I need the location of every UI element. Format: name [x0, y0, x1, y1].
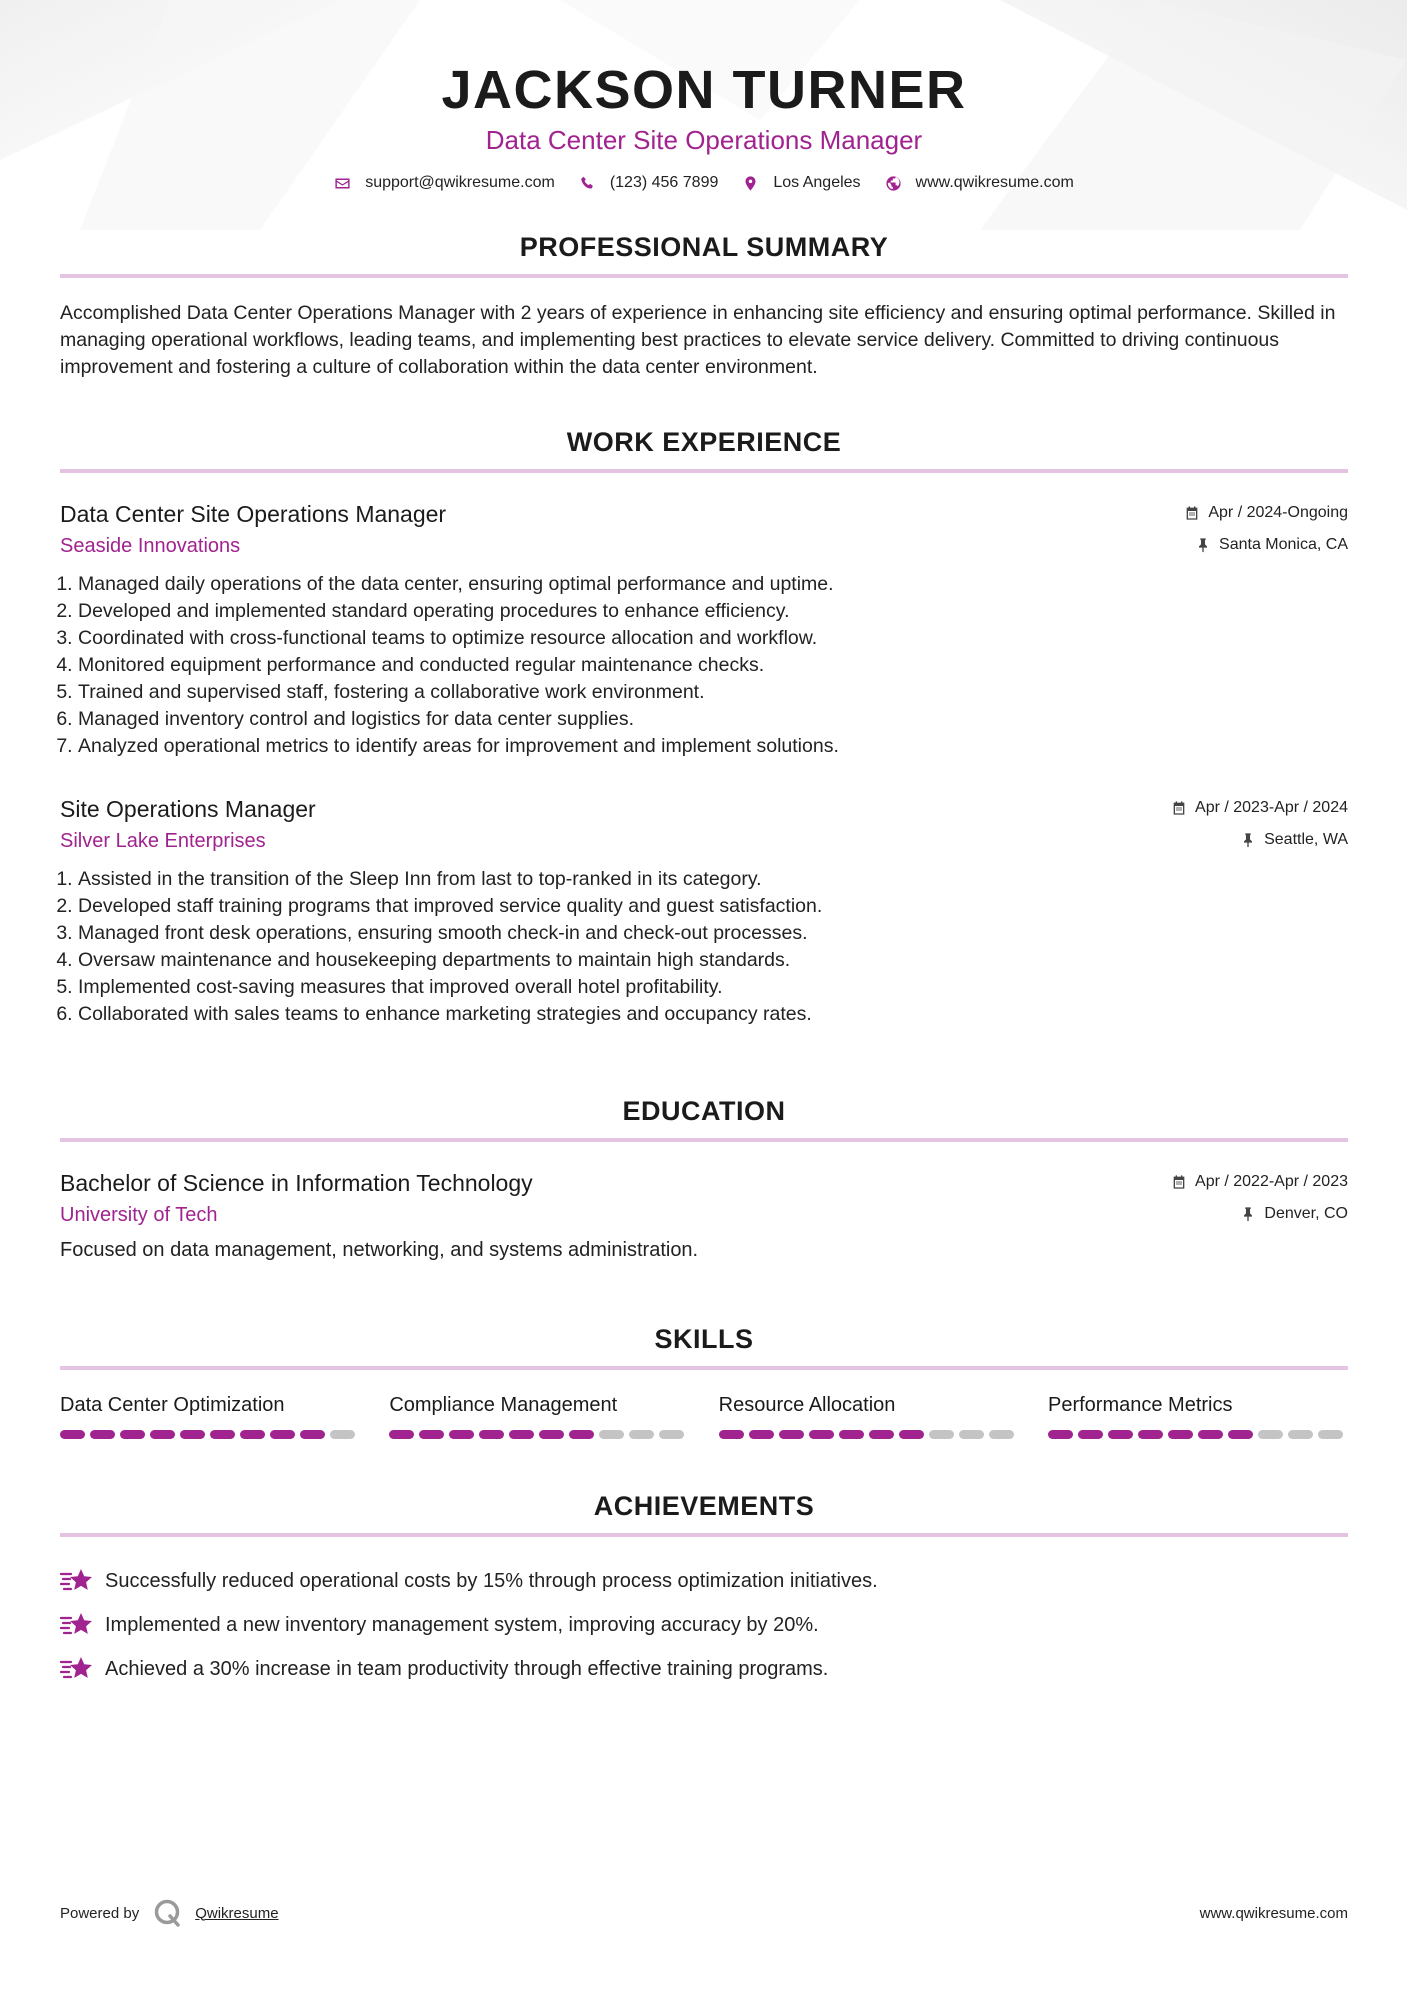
- achievement-item: [60, 1603, 1348, 1647]
- achievements-section: [60, 1489, 1348, 1691]
- skill-dot-empty: [330, 1430, 355, 1439]
- job-role: Site Operations Manager: [60, 796, 316, 822]
- email-text: support@qwikresume.com: [365, 174, 555, 191]
- phone-text: (123) 456 7899: [609, 174, 719, 191]
- map-pin-icon: [742, 175, 759, 192]
- achievements-heading: ACHIEVEMENTS: [593, 1491, 815, 1521]
- skill-dot-empty: [599, 1430, 624, 1439]
- skill-dot-filled: [180, 1430, 205, 1439]
- calendar-icon: [1171, 800, 1187, 816]
- list-item: 4. Oversaw maintenance and housekeeping departments to maintain high standards.: [78, 947, 1348, 974]
- skill-dot-filled: [90, 1430, 115, 1439]
- skill-dot-filled: [779, 1430, 804, 1439]
- experience-heading: WORK EXPERIENCE: [566, 427, 842, 457]
- contact-email[interactable]: [334, 174, 555, 192]
- achievement-text: Achieved a 30% increase in team productivity through effective training programs.: [105, 1657, 829, 1680]
- skill-dot-filled: [1138, 1430, 1163, 1439]
- skill-dot-filled: [389, 1430, 414, 1439]
- education-section: [60, 1094, 1348, 1264]
- job-dates: Apr / 2024-Ongoing: [1208, 504, 1348, 521]
- skill-dot-filled: [509, 1430, 534, 1439]
- education-school: University of Tech: [60, 1204, 218, 1226]
- skill-dot-filled: [1078, 1430, 1103, 1439]
- list-item: 7. Analyzed operational metrics to identify areas for improvement and implement solutions.: [78, 733, 1348, 760]
- skill-rating: [1048, 1430, 1348, 1439]
- list-item: 3. Coordinated with cross-functional teams to optimize resource allocation and workflow.: [78, 625, 1348, 652]
- skill-item: [389, 1392, 689, 1439]
- skill-item: [1048, 1392, 1348, 1439]
- website-text: www.qwikresume.com: [915, 174, 1074, 191]
- list-item: 2. Developed staff training programs that improved service quality and guest satisfaction.: [78, 893, 1348, 920]
- job-bullets: [60, 571, 1348, 760]
- skill-item: [60, 1392, 360, 1439]
- list-item: 1. Managed daily operations of the data center, ensuring optimal performance and uptime.: [78, 571, 1348, 598]
- skill-item: [719, 1392, 1019, 1439]
- list-item: 5. Implemented cost-saving measures that improved overall hotel profitability.: [78, 974, 1348, 1001]
- skill-dot-filled: [1108, 1430, 1133, 1439]
- shooting-star-icon: [60, 1566, 94, 1596]
- skill-rating: [389, 1430, 689, 1439]
- skill-dot-filled: [60, 1430, 85, 1439]
- summary-section: [60, 230, 1348, 381]
- skill-dot-filled: [1048, 1430, 1073, 1439]
- footer-website[interactable]: www.qwikresume.com: [1199, 1904, 1348, 1922]
- skill-dot-empty: [929, 1430, 954, 1439]
- education-heading: EDUCATION: [622, 1096, 786, 1126]
- shooting-star-icon: [60, 1610, 94, 1640]
- job-location: Seattle, WA: [1264, 831, 1348, 848]
- education-dates: Apr / 2022-Apr / 2023: [1195, 1173, 1348, 1190]
- job-entry: [60, 499, 1348, 760]
- calendar-icon: [1171, 1174, 1187, 1190]
- skill-dot-filled: [240, 1430, 265, 1439]
- skill-dot-filled: [1228, 1430, 1253, 1439]
- education-entry: [60, 1168, 1348, 1264]
- powered-by: [60, 1898, 279, 1928]
- skill-dot-filled: [749, 1430, 774, 1439]
- job-role: Data Center Site Operations Manager: [60, 501, 447, 527]
- skill-dot-empty: [659, 1430, 684, 1439]
- skill-name: Compliance Management: [389, 1394, 618, 1416]
- contact-bar: [60, 174, 1348, 192]
- experience-section: [60, 425, 1348, 1028]
- envelope-icon: [334, 175, 351, 192]
- location-text: Los Angeles: [773, 174, 861, 191]
- page-footer: [60, 1898, 1348, 1928]
- phone-icon: [579, 175, 596, 192]
- skill-dot-filled: [120, 1430, 145, 1439]
- list-item: 5. Trained and supervised staff, fostering a collaborative work environment.: [78, 679, 1348, 706]
- skill-dot-empty: [1288, 1430, 1313, 1439]
- list-item: 4. Monitored equipment performance and conducted regular maintenance checks.: [78, 652, 1348, 679]
- pushpin-icon: [1240, 832, 1256, 848]
- job-bullets: [60, 866, 1348, 1028]
- resume-header: [60, 0, 1348, 192]
- calendar-icon: [1184, 505, 1200, 521]
- section-divider: [60, 1366, 1348, 1370]
- section-divider: [60, 274, 1348, 278]
- pushpin-icon: [1195, 537, 1211, 553]
- skill-dot-filled: [719, 1430, 744, 1439]
- qwikresume-logo-icon: [153, 1898, 183, 1928]
- education-location: Denver, CO: [1264, 1205, 1348, 1222]
- skill-dot-filled: [1168, 1430, 1193, 1439]
- skill-dot-empty: [1258, 1430, 1283, 1439]
- section-divider: [60, 469, 1348, 473]
- skill-dot-filled: [300, 1430, 325, 1439]
- shooting-star-icon: [60, 1654, 94, 1684]
- section-divider: [60, 1138, 1348, 1142]
- skill-dot-filled: [569, 1430, 594, 1439]
- candidate-title: Data Center Site Operations Manager: [485, 125, 923, 155]
- achievement-text: Implemented a new inventory management system, improving accuracy by 20%.: [105, 1613, 819, 1636]
- job-company: Silver Lake Enterprises: [60, 830, 266, 852]
- skill-dot-filled: [839, 1430, 864, 1439]
- job-entry: [60, 794, 1348, 1028]
- skill-dot-empty: [989, 1430, 1014, 1439]
- achievements-list: [60, 1559, 1348, 1691]
- contact-website[interactable]: [885, 174, 1074, 192]
- skill-name: Data Center Optimization: [60, 1394, 285, 1416]
- achievement-item: [60, 1647, 1348, 1691]
- skill-dot-filled: [150, 1430, 175, 1439]
- skill-dot-filled: [449, 1430, 474, 1439]
- powered-by-label: Powered by: [60, 1904, 140, 1922]
- education-description: Focused on data management, networking, and systems administration.: [60, 1239, 699, 1261]
- skill-dot-filled: [809, 1430, 834, 1439]
- summary-text: Accomplished Data Center Operations Manager with 2 years of experience in enhancing site efficiency and ensuring optimal performance. Skilled in managing operational workflows, leading teams, and implementing best practices to elevate service delivery. Committed to driving continuous improvement and fostering a culture of collaboration within the data center environment.: [60, 302, 1336, 378]
- job-location: Santa Monica, CA: [1219, 536, 1348, 553]
- summary-heading: PROFESSIONAL SUMMARY: [519, 232, 889, 262]
- skill-dot-empty: [1318, 1430, 1343, 1439]
- job-dates: Apr / 2023-Apr / 2024: [1195, 799, 1348, 816]
- skill-dot-filled: [1198, 1430, 1223, 1439]
- skill-dot-filled: [270, 1430, 295, 1439]
- achievement-text: Successfully reduced operational costs by 15% through process optimization initiatives.: [105, 1569, 878, 1592]
- skills-row: [60, 1392, 1348, 1439]
- skill-dot-filled: [210, 1430, 235, 1439]
- skill-dot-filled: [479, 1430, 504, 1439]
- skills-heading: SKILLS: [654, 1324, 754, 1354]
- candidate-name: JACKSON TURNER: [441, 60, 967, 120]
- section-divider: [60, 1533, 1348, 1537]
- skill-name: Performance Metrics: [1047, 1394, 1233, 1416]
- resume-page: [60, 0, 1348, 1990]
- list-item: 2. Developed and implemented standard operating procedures to enhance efficiency.: [78, 598, 1348, 625]
- skill-dot-filled: [419, 1430, 444, 1439]
- skill-dot-empty: [629, 1430, 654, 1439]
- skill-rating: [60, 1430, 360, 1439]
- skill-dot-empty: [959, 1430, 984, 1439]
- education-degree: Bachelor of Science in Information Technology: [60, 1170, 533, 1196]
- globe-icon: [885, 175, 902, 192]
- skills-section: [60, 1322, 1348, 1439]
- job-company: Seaside Innovations: [60, 535, 241, 557]
- list-item: 1. Assisted in the transition of the Sleep Inn from last to top-ranked in its category.: [78, 866, 1348, 893]
- contact-phone[interactable]: [579, 174, 719, 192]
- list-item: 3. Managed front desk operations, ensuring smooth check-in and check-out processes.: [78, 920, 1348, 947]
- skill-rating: [719, 1430, 1019, 1439]
- skill-name: Resource Allocation: [718, 1394, 896, 1416]
- skill-dot-filled: [539, 1430, 564, 1439]
- list-item: 6. Managed inventory control and logistics for data center supplies.: [78, 706, 1348, 733]
- pushpin-icon: [1240, 1206, 1256, 1222]
- skill-dot-filled: [869, 1430, 894, 1439]
- brand-link[interactable]: Qwikresume: [195, 1904, 279, 1922]
- contact-location: [742, 174, 860, 192]
- list-item: 6. Collaborated with sales teams to enhance marketing strategies and occupancy rates.: [78, 1001, 1348, 1028]
- skill-dot-filled: [899, 1430, 924, 1439]
- achievement-item: [60, 1559, 1348, 1603]
